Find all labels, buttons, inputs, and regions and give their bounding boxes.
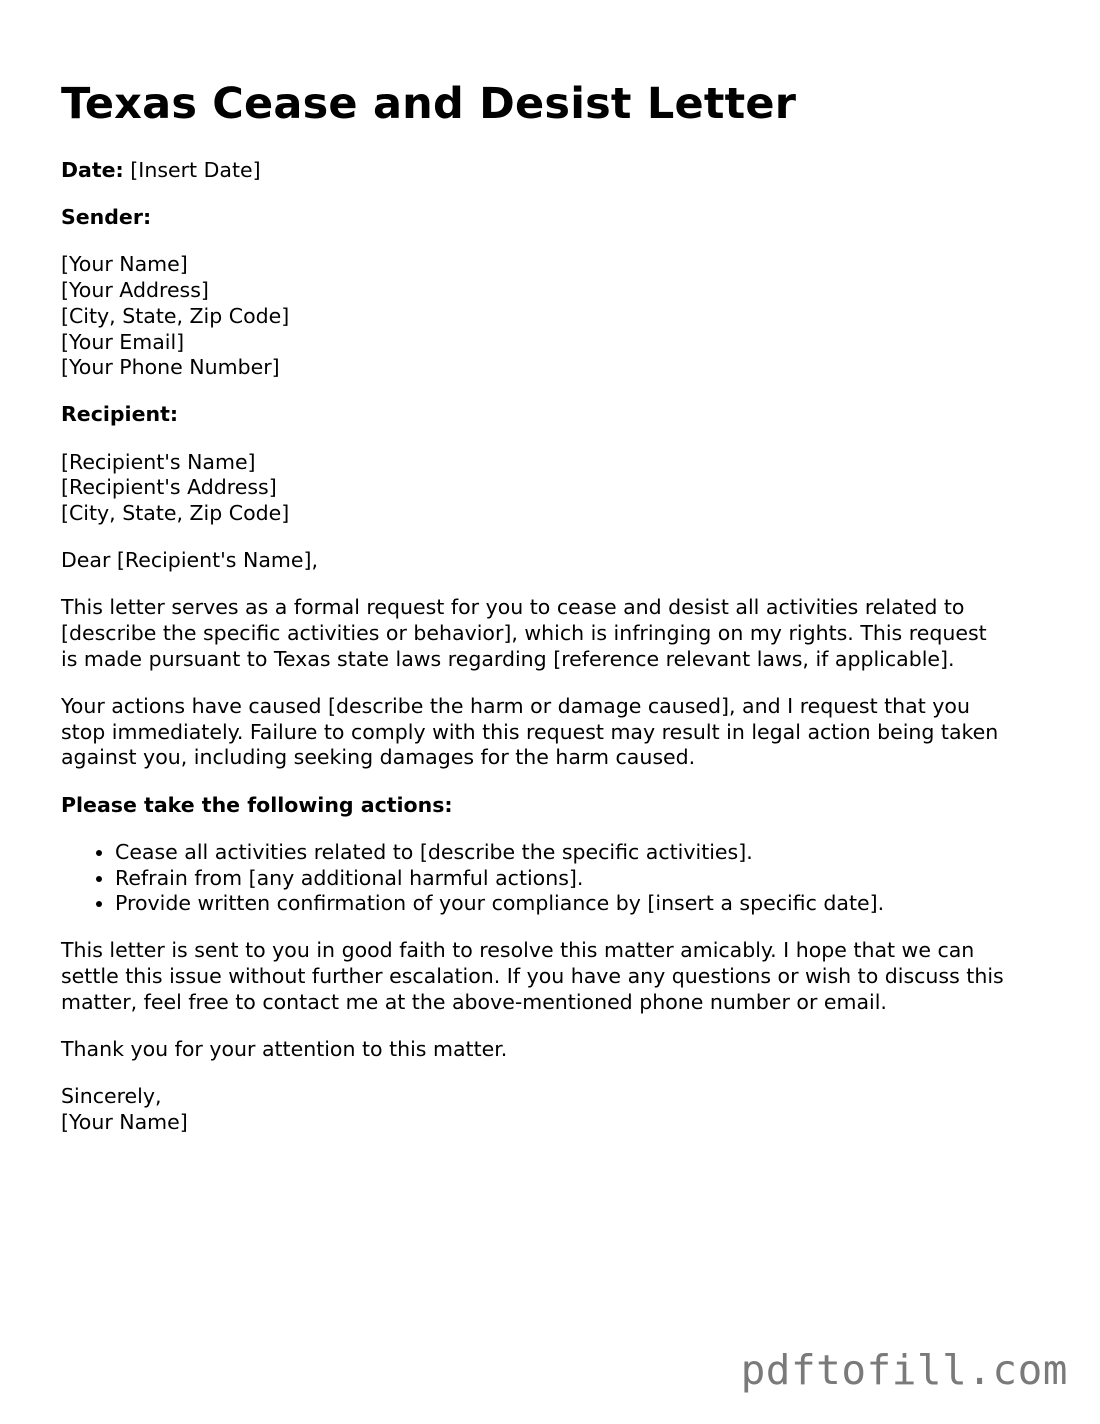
paragraph-line: This letter is sent to you in good faith to resolve this matter amicably. I hope that we can (61, 938, 975, 963)
paragraph-harm (61, 694, 1051, 771)
sender-line: [Your Name] (61, 252, 188, 277)
recipient-address-block (61, 450, 1051, 527)
date-value: [Insert Date] (130, 158, 261, 182)
paragraph-line: settle this issue without further escalation. If you have any questions or wish to discuss this (61, 964, 1004, 989)
signature-name: [Your Name] (61, 1109, 188, 1134)
sender-line: [City, State, Zip Code] (61, 303, 290, 328)
paragraph-good-faith (61, 938, 1051, 1015)
paragraph-line: Your actions have caused [describe the harm or damage caused], and I request that you (61, 694, 970, 719)
recipient-line: [City, State, Zip Code] (61, 501, 290, 526)
sender-line: [Your Phone Number] (61, 355, 280, 380)
paragraph-line: stop immediately. Failure to comply with this request may result in legal action being taken (61, 719, 999, 744)
list-item: • Cease all activities related to [describe the specific activities]. (115, 840, 1051, 866)
closing-block (61, 1084, 1051, 1135)
paragraph-line: against you, including seeking damages for the harm caused. (61, 745, 696, 770)
recipient-line: [Recipient's Name] (61, 449, 256, 474)
paragraph-line: matter, feel free to contact me at the above-mentioned phone number or email. (61, 989, 887, 1014)
valediction: Sincerely, (61, 1084, 162, 1109)
thanks-line: Thank you for your attention to this matter. (61, 1037, 508, 1062)
sender-heading: Sender: (61, 205, 152, 230)
letter-body (61, 158, 1051, 1157)
paragraph-line: This letter serves as a formal request for you to cease and desist all activities related to (61, 595, 965, 620)
paragraph-line: [describe the specific activities or behavior], which is infringing on my rights. This request (61, 621, 987, 646)
salutation: Dear [Recipient's Name], (61, 548, 318, 573)
sender-line: [Your Address] (61, 278, 209, 303)
paragraph-request (61, 595, 1051, 672)
actions-list (61, 840, 1051, 917)
actions-heading: Please take the following actions: (61, 792, 453, 817)
date-line (61, 158, 1051, 184)
recipient-heading: Recipient: (61, 402, 179, 427)
page-title: Texas Cease and Desist Letter (61, 79, 797, 129)
watermark: pdftofill.com (740, 1346, 1068, 1394)
list-item: • Refrain from [any additional harmful actions]. (115, 866, 1051, 892)
list-item: • Provide written confirmation of your compliance by [insert a specific date]. (115, 891, 1051, 917)
recipient-line: [Recipient's Address] (61, 475, 277, 500)
sender-address-block (61, 252, 1051, 381)
date-label: Date: (61, 158, 124, 182)
sender-line: [Your Email] (61, 329, 185, 354)
paragraph-line: is made pursuant to Texas state laws regarding [reference relevant laws, if applicable]. (61, 646, 955, 671)
